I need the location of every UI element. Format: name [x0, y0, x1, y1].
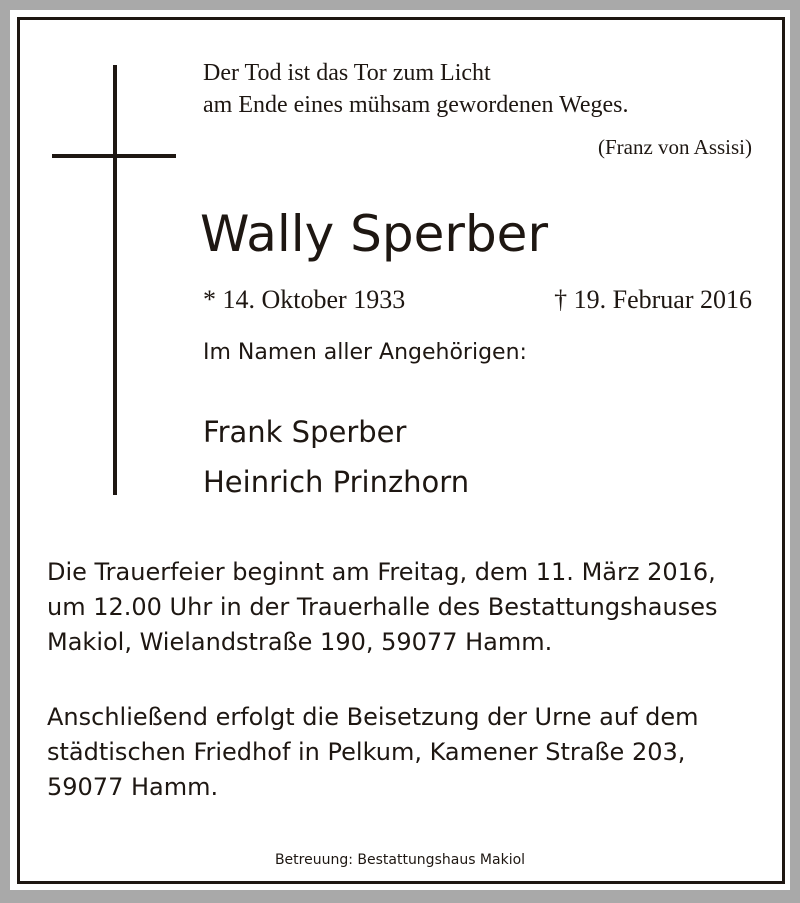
- service-line: Die Trauerfeier beginnt am Freitag, dem 11. März 2016,: [47, 558, 716, 586]
- cross-horizontal: [52, 154, 176, 158]
- mourner-name: Frank Sperber: [203, 415, 407, 449]
- burial-line: Anschließend erfolgt die Beisetzung der Urne auf dem: [47, 703, 699, 731]
- burial-line: 59077 Hamm.: [47, 773, 219, 801]
- cross-vertical: [113, 65, 117, 495]
- mourner-name: Heinrich Prinzhorn: [203, 465, 470, 499]
- footer-credit: Betreuung: Bestattungshaus Makiol: [274, 852, 526, 868]
- service-line: um 12.00 Uhr in der Trauerhalle des Bestattungshauses: [47, 593, 718, 621]
- quote-author: (Franz von Assisi): [598, 135, 752, 159]
- mourners-intro: Im Namen aller Angehörigen:: [203, 340, 527, 365]
- birth-date: * 14. Oktober 1933: [203, 285, 406, 314]
- quote-line-1: Der Tod ist das Tor zum Licht: [203, 60, 491, 86]
- quote-line-2: am Ende eines mühsam gewordenen Weges.: [203, 92, 629, 118]
- service-line: Makiol, Wielandstraße 190, 59077 Hamm.: [47, 628, 553, 656]
- burial-line: städtischen Friedhof in Pelkum, Kamener Straße 203,: [47, 738, 686, 766]
- deceased-name: Wally Sperber: [200, 205, 548, 263]
- death-date: † 19. Februar 2016: [554, 285, 752, 314]
